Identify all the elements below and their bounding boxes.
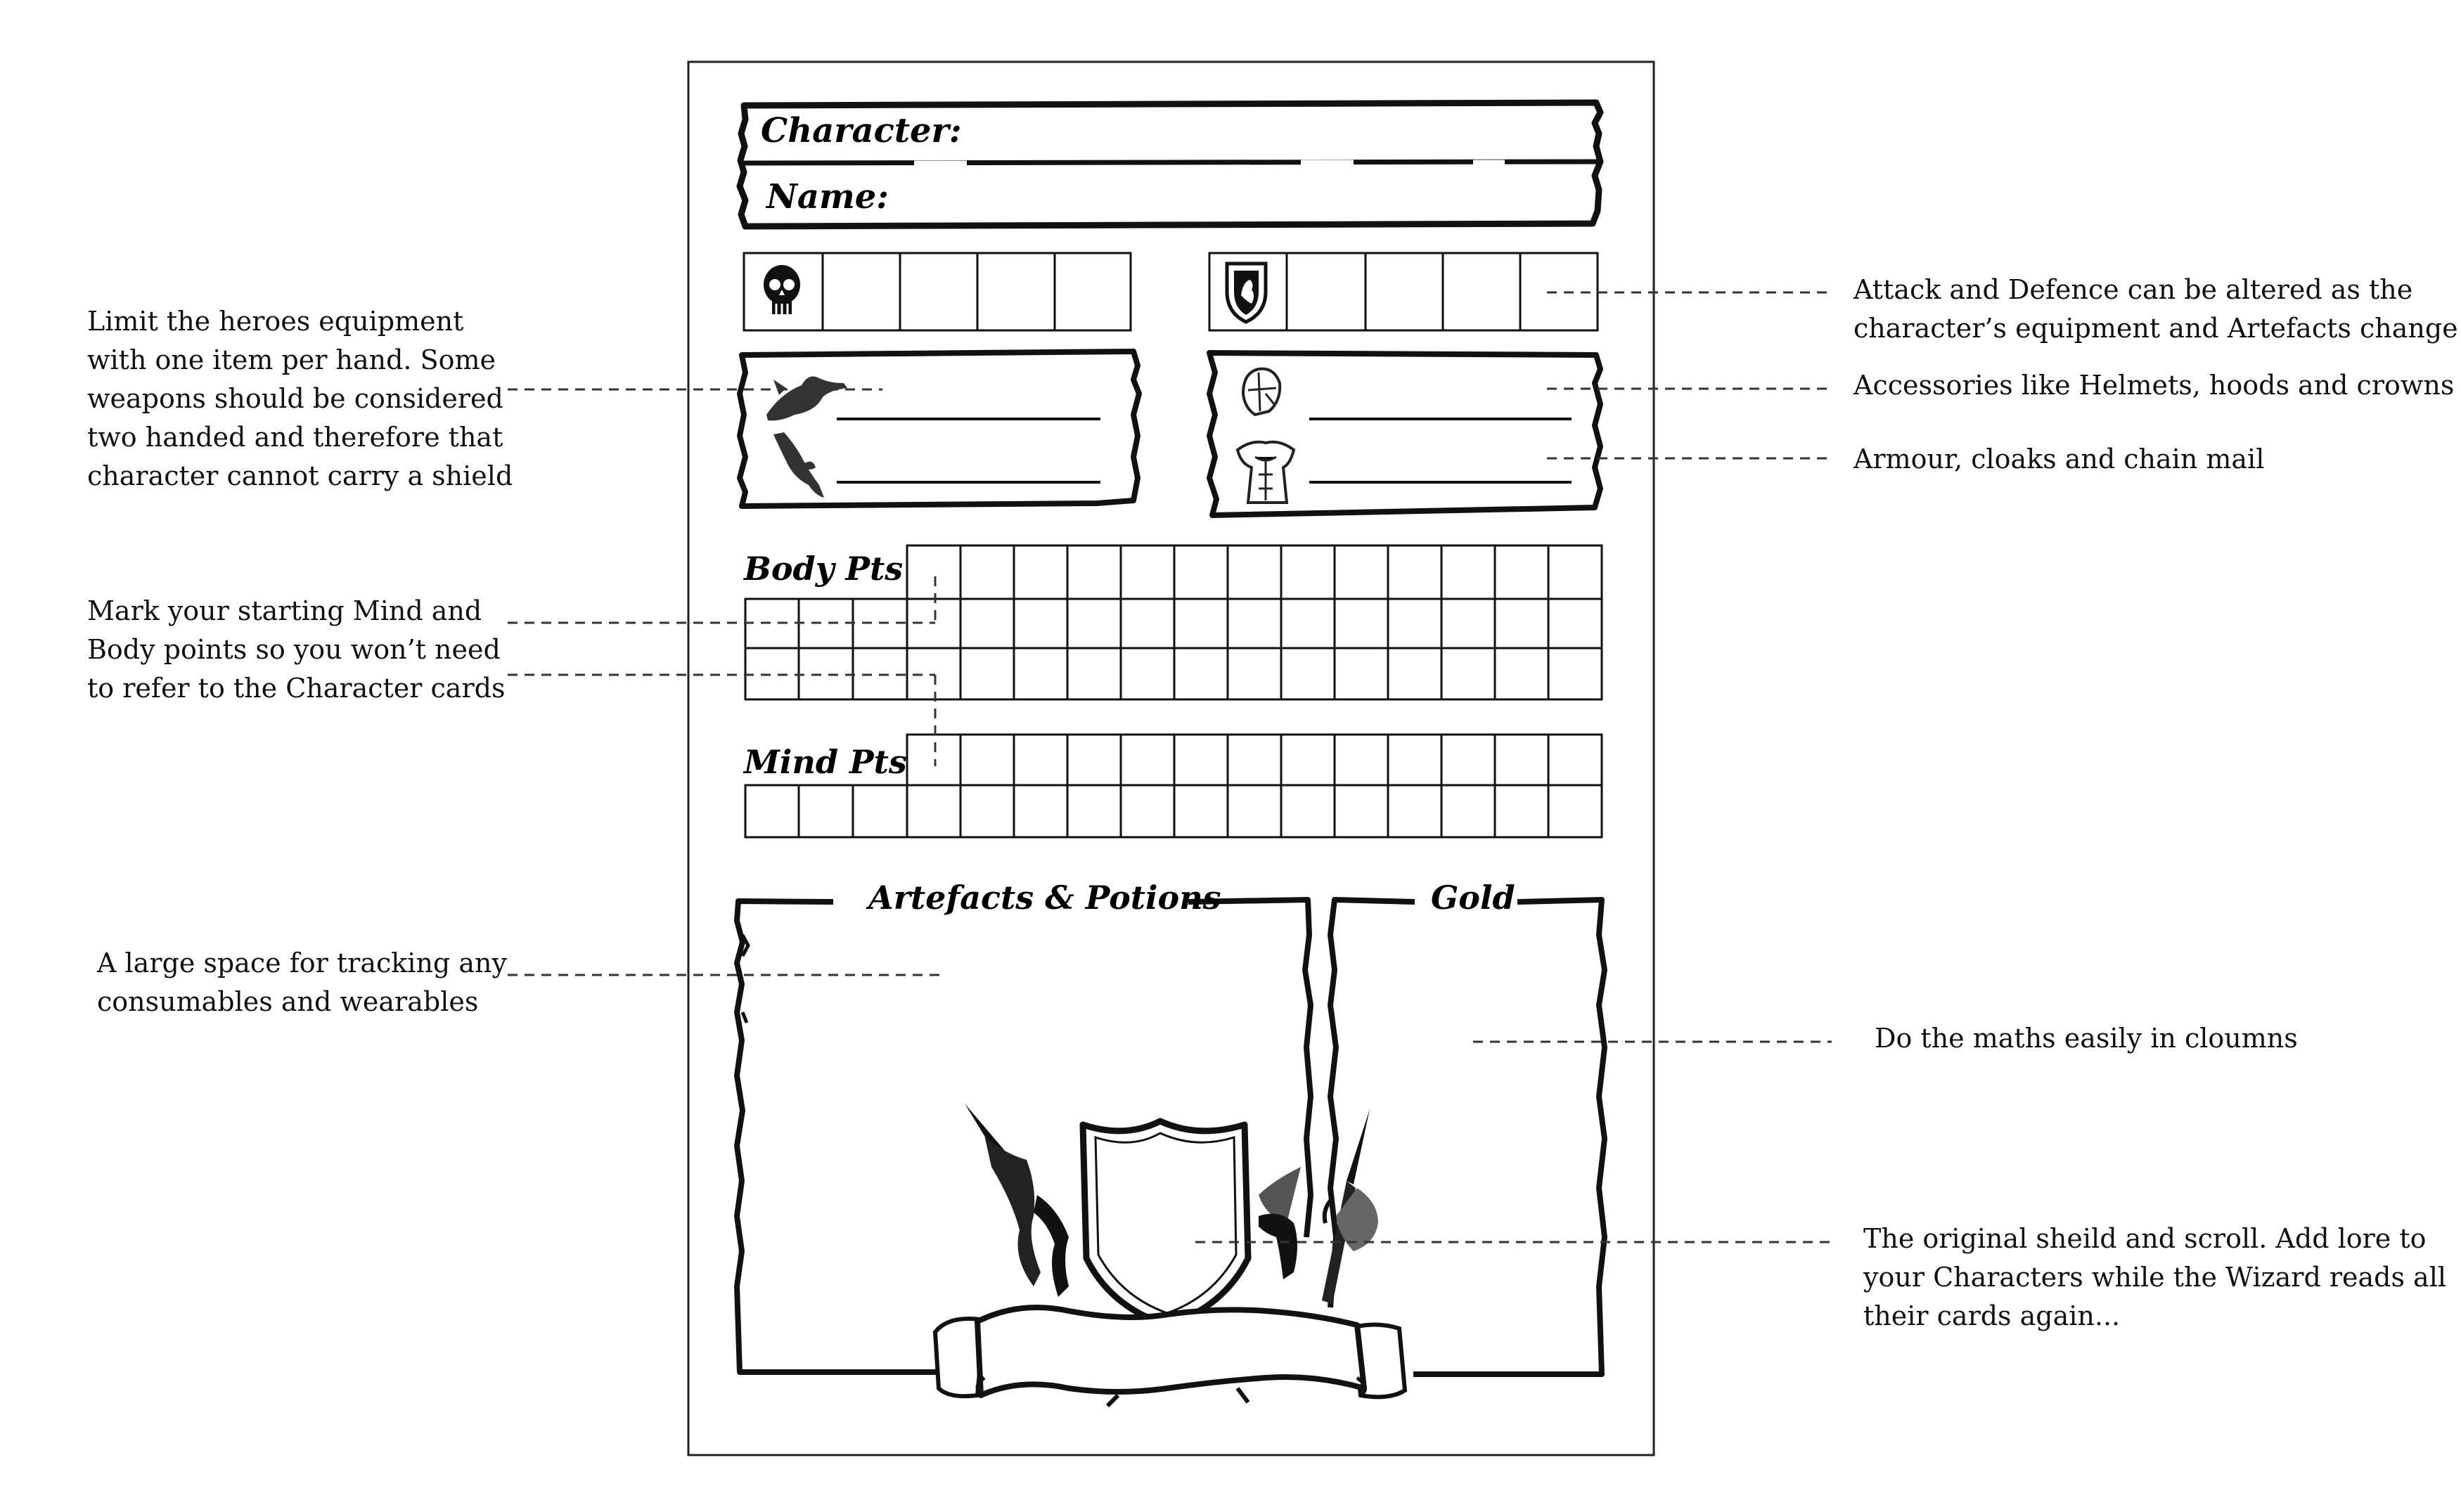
defence-box (1209, 253, 1598, 330)
note-lore: The original sheild and scroll. Add lore to your Characters while the Wizard reads all their cards again... (1863, 1223, 2447, 1331)
note-gold: Do the maths easily in cloumns (1875, 1023, 2298, 1054)
shield-crest-icon (1227, 264, 1266, 322)
note-armour: Armour, cloaks and chain mail (1853, 444, 2265, 474)
name-banner (740, 103, 1600, 226)
note-points: Mark your starting Mind and Body points so you won’t need to refer to the Character cards (87, 595, 506, 704)
attack-box (744, 253, 1131, 330)
note-artefacts: A large space for tracking any consumables and wearables (97, 948, 507, 1017)
helmet-armour-box (1209, 353, 1600, 515)
gold-label: Gold (1431, 879, 1515, 917)
mind-points-grid (743, 735, 1602, 837)
mind-pts-label: Mind Pts (744, 743, 907, 781)
note-hands: Limit the heroes equipment with one item per hand. Some weapons should be considered two handed and therefore that character cannot carry a shield (87, 306, 513, 491)
weapons-box (740, 351, 1139, 506)
note-accessories: Accessories like Helmets, hoods and crowns (1853, 370, 2455, 401)
character-label: Character: (761, 111, 962, 150)
note-attack-defence: Attack and Defence can be altered as the character’s equipment and Artefacts change (1853, 274, 2458, 344)
name-label: Name: (766, 177, 889, 217)
artefacts-potions-label: Artefacts & Potions (868, 879, 1221, 917)
body-pts-label: Body Pts (744, 550, 904, 588)
